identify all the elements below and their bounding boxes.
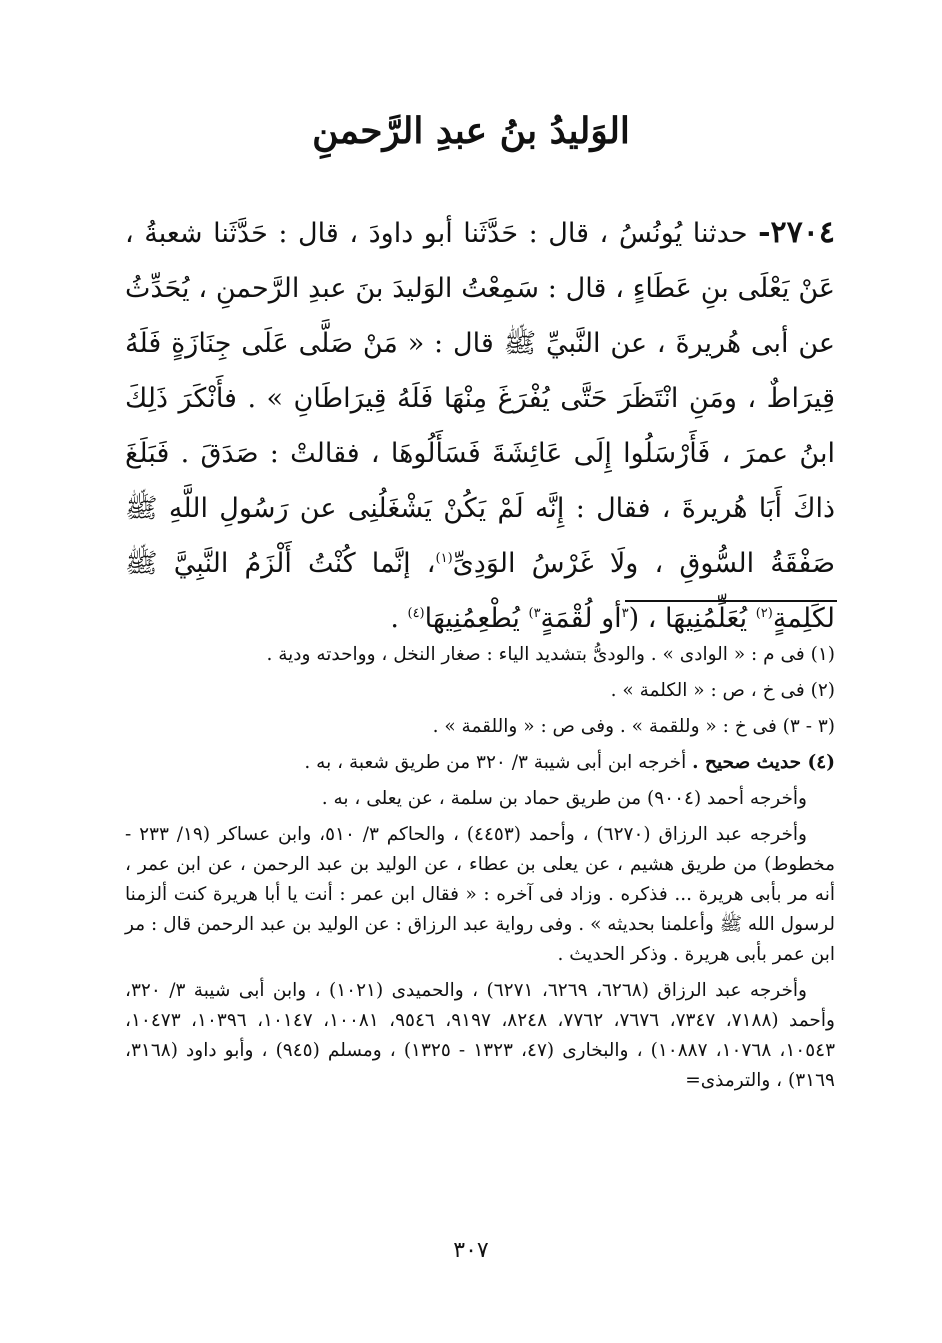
footnote-1: (١) فى م : « الوادى » . والودىُّ بتشديد الياء : صغار النخل ، وواحدته ودية . — [266, 644, 835, 665]
hadith-body-2: ، إنَّما كُنْتُ أَلْزَمُ النَّبِيَّ ﷺ لكَلِمةٍ — [125, 548, 835, 634]
page-number: ٣٠٧ — [453, 1238, 489, 1263]
footnote-ref-1[interactable]: (١) — [435, 551, 453, 566]
hadith-body-3: يُعَلِّمُنِيهَا ، ( — [628, 603, 748, 634]
footnote-ref-3-open[interactable]: ٣ — [621, 606, 629, 621]
footnotes — [125, 640, 835, 1102]
hadith-body-6: . — [390, 603, 408, 634]
hadith-text — [125, 205, 835, 646]
footnote-4-para-2: وأخرجه عبد الرزاق (٦٢٧٠) ، وأحمد (٤٤٥٣) ، والحاكم ٣/ ٥١٠، وابن عساكر (١٩/ ٢٣٣ - مخطوط) من طريق هشيم ، عن يعلى بن عطاء ، عن الوليد بن عبد الرحمن ، عن ابن عمر ، أنه مر بأبى هريرة ... فذكره . وزاد فى آخره : « فقال ابن عمر : أنت يا أبا هريرة كنت ألزمنا لرسول الله ﷺ وأعلمنا بحديثه » . وفى رواية عبد الرزاق : عن الوليد بن عبد الرحمن قال : مر ابن عمر بأبى هريرة . وذكر الحديث . — [125, 824, 835, 965]
hadith-body-1: حدثنا يُونُسُ ، قال : حَدَّثَنا أبو داودَ ، قال : حَدَّثَنا شعبةُ ، عَنْ يَعْلَى بنِ عَطَاءٍ ، قال : سَمِعْتُ الوَليدَ بنَ عبدِ الرَّحمنِ ، يُحَدِّثُ عن أبى هُريرةَ ، عن النَّبيِّ ﷺ قال : « مَنْ صَلَّى عَلَى جِنَازَةٍ فَلَهُ قِيرَاطٌ ، ومَنِ انْتَظَرَ حَتَّى يُفْرَغَ مِنْهَا فَلَهُ قِيرَاطَانِ » . فأَنْكَرَ ذَلِكَ ابنُ عمرَ ، فَأَرْسَلُوا إِلَى عَائِشَةَ فَسَأَلُوهَا ، فقالتْ : صَدَقَ . فَبَلَغَ ذاكَ أَبَا هُريرةَ ، فقال : إِنَّه لَمْ يَكُنْ يَشْغَلُنِى عن رَسُولِ اللَّهِ ﷺ صَفْقَةُ السُّوقِ ، ولَا غَرْسُ الوَدِىِّ — [125, 218, 835, 579]
footnote-ref-3-close[interactable]: ٣) — [528, 606, 541, 621]
hadith-number: ٢٧٠٤- — [758, 215, 835, 250]
footnote-4 — [125, 748, 835, 778]
hadith-body-4: أو لُقْمَةٍ — [540, 603, 622, 634]
footnote-ref-2[interactable]: (٢) — [755, 606, 773, 621]
footnote-4-para-3: وأخرجه عبد الرزاق (٦٢٦٨، ٦٢٦٩، ٦٢٧١) ، والحميدى (١٠٢١) ، وابن أبى شيبة ٣/ ٣٢٠، وأحمد (٧١٨٨، ٧٣٤٧، ٧٦٧٦، ٧٧٦٢، ٨٢٤٨، ٩١٩٧، ٩٥٤٦، ١٠٠٨١، ١٠١٤٧، ١٠٣٩٦، ١٠٤٧٣، ١٠٥٤٣، ١٠٧٦٨، ١٠٨٨٧) ، والبخارى (٤٧، ١٣٢٣ - ١٣٢٥) ، ومسلم (٩٤٥) ، وأبو داود (٣١٦٨، ٣١٦٩) ، والترمذى= — [125, 980, 836, 1091]
chapter-title: الوَليدُ بنُ عبدِ الرَّحمنِ — [312, 110, 630, 152]
hadith-body-5: يُطْعِمُنِيهَا — [424, 603, 520, 634]
footnote-separator — [625, 600, 837, 602]
footnote-ref-4[interactable]: (٤) — [407, 606, 425, 621]
footnote-4-grade: (٤) حديث صحيح . — [692, 752, 835, 773]
footnote-4-text: أخرجه ابن أبى شيبة ٣/ ٣٢٠ من طريق شعبة ، به . — [304, 752, 693, 773]
footnote-4-para-1: وأخرجه أحمد (٩٠٠٤) من طريق حماد بن سلمة ، عن يعلى ، به . — [321, 788, 807, 809]
footnote-3: (٣ - ٣) فى خ : « وللقمة » . وفى ص : « واللقمة » . — [432, 716, 835, 737]
footnote-2: (٢) فى خ ، ص : « الكلمة » . — [610, 680, 835, 701]
